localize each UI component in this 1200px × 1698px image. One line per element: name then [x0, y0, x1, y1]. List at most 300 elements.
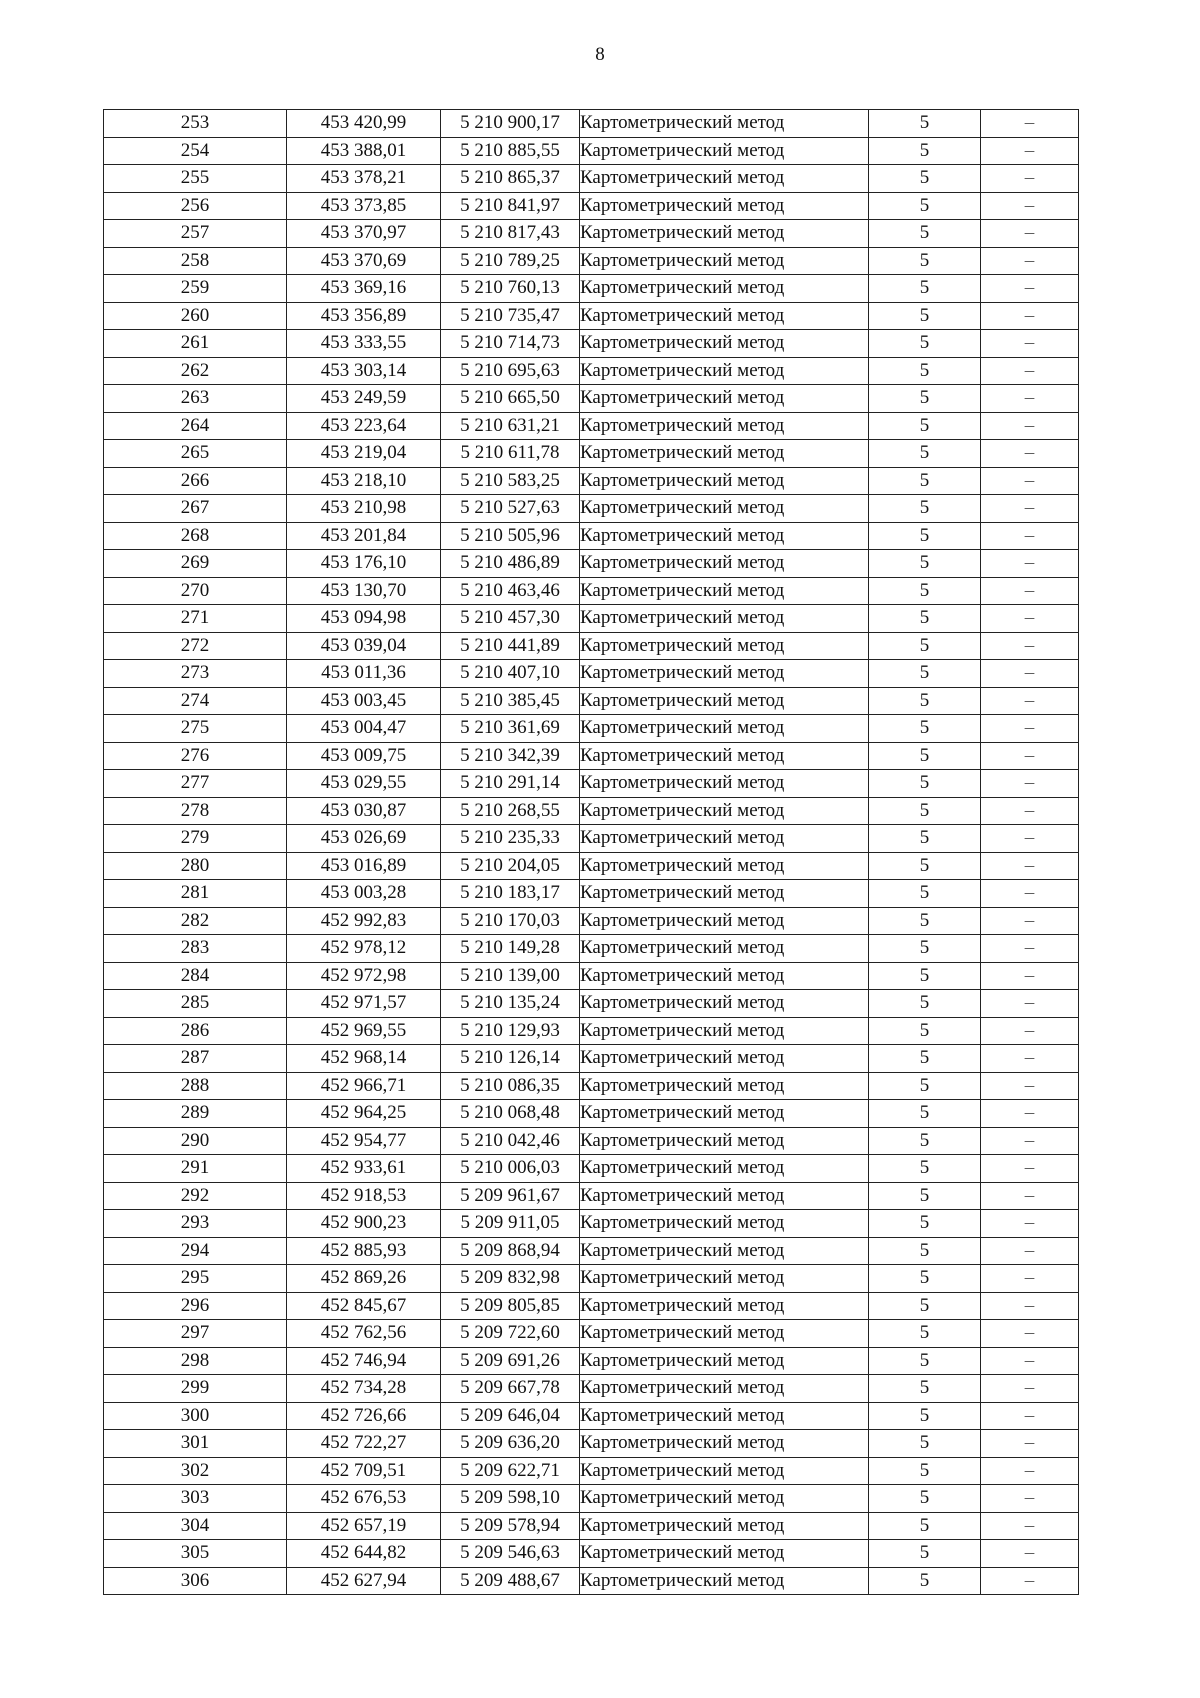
accuracy-cell: 5 — [869, 907, 981, 935]
x-coordinate-cell: 453 219,04 — [287, 440, 441, 468]
note-cell: – — [981, 880, 1079, 908]
note-cell: – — [981, 797, 1079, 825]
accuracy-cell: 5 — [869, 1320, 981, 1348]
method-cell: Картометрический метод — [580, 1182, 869, 1210]
y-coordinate-cell: 5 209 911,05 — [441, 1210, 580, 1238]
point-number-cell: 305 — [104, 1540, 287, 1568]
accuracy-cell: 5 — [869, 385, 981, 413]
accuracy-cell: 5 — [869, 1237, 981, 1265]
note-cell: – — [981, 935, 1079, 963]
accuracy-cell: 5 — [869, 165, 981, 193]
method-cell: Картометрический метод — [580, 1017, 869, 1045]
table-row — [104, 385, 1079, 413]
method-cell: Картометрический метод — [580, 357, 869, 385]
x-coordinate-cell: 453 004,47 — [287, 715, 441, 743]
method-cell: Картометрический метод — [580, 522, 869, 550]
note-cell: – — [981, 1265, 1079, 1293]
point-number-cell: 274 — [104, 687, 287, 715]
y-coordinate-cell: 5 209 546,63 — [441, 1540, 580, 1568]
y-coordinate-cell: 5 210 865,37 — [441, 165, 580, 193]
accuracy-cell: 5 — [869, 1182, 981, 1210]
note-cell: – — [981, 1292, 1079, 1320]
y-coordinate-cell: 5 210 789,25 — [441, 247, 580, 275]
y-coordinate-cell: 5 210 204,05 — [441, 852, 580, 880]
note-cell: – — [981, 1155, 1079, 1183]
method-cell: Картометрический метод — [580, 302, 869, 330]
table-row — [104, 1100, 1079, 1128]
method-cell: Картометрический метод — [580, 165, 869, 193]
y-coordinate-cell: 5 210 900,17 — [441, 110, 580, 138]
accuracy-cell: 5 — [869, 522, 981, 550]
method-cell: Картометрический метод — [580, 1320, 869, 1348]
table-row — [104, 302, 1079, 330]
y-coordinate-cell: 5 210 457,30 — [441, 605, 580, 633]
method-cell: Картометрический метод — [580, 385, 869, 413]
note-cell: – — [981, 247, 1079, 275]
table-row — [104, 797, 1079, 825]
point-number-cell: 304 — [104, 1512, 287, 1540]
y-coordinate-cell: 5 209 488,67 — [441, 1567, 580, 1595]
x-coordinate-cell: 453 030,87 — [287, 797, 441, 825]
x-coordinate-cell: 453 029,55 — [287, 770, 441, 798]
method-cell: Картометрический метод — [580, 1457, 869, 1485]
y-coordinate-cell: 5 209 805,85 — [441, 1292, 580, 1320]
point-number-cell: 280 — [104, 852, 287, 880]
y-coordinate-cell: 5 209 646,04 — [441, 1402, 580, 1430]
method-cell: Картометрический метод — [580, 742, 869, 770]
accuracy-cell: 5 — [869, 880, 981, 908]
note-cell: – — [981, 467, 1079, 495]
note-cell: – — [981, 1182, 1079, 1210]
x-coordinate-cell: 453 373,85 — [287, 192, 441, 220]
x-coordinate-cell: 453 039,04 — [287, 632, 441, 660]
accuracy-cell: 5 — [869, 110, 981, 138]
accuracy-cell: 5 — [869, 1485, 981, 1513]
accuracy-cell: 5 — [869, 962, 981, 990]
method-cell: Картометрический метод — [580, 1292, 869, 1320]
x-coordinate-cell: 452 627,94 — [287, 1567, 441, 1595]
table-row — [104, 1430, 1079, 1458]
table-row — [104, 1127, 1079, 1155]
note-cell: – — [981, 687, 1079, 715]
table-row — [104, 1265, 1079, 1293]
point-number-cell: 297 — [104, 1320, 287, 1348]
y-coordinate-cell: 5 210 361,69 — [441, 715, 580, 743]
y-coordinate-cell: 5 210 068,48 — [441, 1100, 580, 1128]
table-row — [104, 825, 1079, 853]
accuracy-cell: 5 — [869, 302, 981, 330]
point-number-cell: 262 — [104, 357, 287, 385]
table-row — [104, 357, 1079, 385]
table-row — [104, 1210, 1079, 1238]
point-number-cell: 278 — [104, 797, 287, 825]
table-row — [104, 522, 1079, 550]
method-cell: Картометрический метод — [580, 1430, 869, 1458]
point-number-cell: 269 — [104, 550, 287, 578]
point-number-cell: 301 — [104, 1430, 287, 1458]
accuracy-cell: 5 — [869, 742, 981, 770]
x-coordinate-cell: 452 722,27 — [287, 1430, 441, 1458]
x-coordinate-cell: 452 845,67 — [287, 1292, 441, 1320]
x-coordinate-cell: 452 992,83 — [287, 907, 441, 935]
x-coordinate-cell: 452 762,56 — [287, 1320, 441, 1348]
table-row — [104, 962, 1079, 990]
method-cell: Картометрический метод — [580, 1045, 869, 1073]
y-coordinate-cell: 5 210 463,46 — [441, 577, 580, 605]
method-cell: Картометрический метод — [580, 687, 869, 715]
table-row — [104, 1320, 1079, 1348]
y-coordinate-cell: 5 209 961,67 — [441, 1182, 580, 1210]
note-cell: – — [981, 660, 1079, 688]
table-row — [104, 137, 1079, 165]
point-number-cell: 264 — [104, 412, 287, 440]
accuracy-cell: 5 — [869, 137, 981, 165]
note-cell: – — [981, 357, 1079, 385]
coordinates-table — [103, 109, 1079, 1595]
note-cell: – — [981, 632, 1079, 660]
method-cell: Картометрический метод — [580, 192, 869, 220]
y-coordinate-cell: 5 210 170,03 — [441, 907, 580, 935]
x-coordinate-cell: 453 026,69 — [287, 825, 441, 853]
method-cell: Картометрический метод — [580, 275, 869, 303]
accuracy-cell: 5 — [869, 192, 981, 220]
method-cell: Картометрический метод — [580, 550, 869, 578]
table-row — [104, 1457, 1079, 1485]
y-coordinate-cell: 5 210 139,00 — [441, 962, 580, 990]
note-cell: – — [981, 137, 1079, 165]
note-cell: – — [981, 1457, 1079, 1485]
accuracy-cell: 5 — [869, 440, 981, 468]
accuracy-cell: 5 — [869, 1127, 981, 1155]
x-coordinate-cell: 453 333,55 — [287, 330, 441, 358]
accuracy-cell: 5 — [869, 797, 981, 825]
point-number-cell: 306 — [104, 1567, 287, 1595]
table-row — [104, 935, 1079, 963]
table-row — [104, 220, 1079, 248]
x-coordinate-cell: 452 869,26 — [287, 1265, 441, 1293]
note-cell: – — [981, 1017, 1079, 1045]
y-coordinate-cell: 5 209 691,26 — [441, 1347, 580, 1375]
point-number-cell: 270 — [104, 577, 287, 605]
y-coordinate-cell: 5 210 126,14 — [441, 1045, 580, 1073]
note-cell: – — [981, 495, 1079, 523]
note-cell: – — [981, 1540, 1079, 1568]
x-coordinate-cell: 452 657,19 — [287, 1512, 441, 1540]
point-number-cell: 257 — [104, 220, 287, 248]
y-coordinate-cell: 5 210 505,96 — [441, 522, 580, 550]
method-cell: Картометрический метод — [580, 880, 869, 908]
y-coordinate-cell: 5 210 129,93 — [441, 1017, 580, 1045]
x-coordinate-cell: 453 370,69 — [287, 247, 441, 275]
y-coordinate-cell: 5 210 695,63 — [441, 357, 580, 385]
point-number-cell: 258 — [104, 247, 287, 275]
x-coordinate-cell: 452 746,94 — [287, 1347, 441, 1375]
point-number-cell: 302 — [104, 1457, 287, 1485]
table-row — [104, 467, 1079, 495]
method-cell: Картометрический метод — [580, 1512, 869, 1540]
y-coordinate-cell: 5 210 486,89 — [441, 550, 580, 578]
accuracy-cell: 5 — [869, 467, 981, 495]
x-coordinate-cell: 452 968,14 — [287, 1045, 441, 1073]
point-number-cell: 272 — [104, 632, 287, 660]
y-coordinate-cell: 5 209 622,71 — [441, 1457, 580, 1485]
accuracy-cell: 5 — [869, 495, 981, 523]
note-cell: – — [981, 1100, 1079, 1128]
x-coordinate-cell: 452 972,98 — [287, 962, 441, 990]
y-coordinate-cell: 5 210 441,89 — [441, 632, 580, 660]
method-cell: Картометрический метод — [580, 577, 869, 605]
accuracy-cell: 5 — [869, 1567, 981, 1595]
point-number-cell: 292 — [104, 1182, 287, 1210]
table-row — [104, 632, 1079, 660]
table-row — [104, 852, 1079, 880]
point-number-cell: 277 — [104, 770, 287, 798]
accuracy-cell: 5 — [869, 935, 981, 963]
y-coordinate-cell: 5 210 042,46 — [441, 1127, 580, 1155]
note-cell: – — [981, 1347, 1079, 1375]
point-number-cell: 296 — [104, 1292, 287, 1320]
y-coordinate-cell: 5 209 832,98 — [441, 1265, 580, 1293]
point-number-cell: 260 — [104, 302, 287, 330]
x-coordinate-cell: 453 176,10 — [287, 550, 441, 578]
accuracy-cell: 5 — [869, 1265, 981, 1293]
table-row — [104, 1567, 1079, 1595]
accuracy-cell: 5 — [869, 852, 981, 880]
method-cell: Картометрический метод — [580, 330, 869, 358]
point-number-cell: 299 — [104, 1375, 287, 1403]
table-row — [104, 1155, 1079, 1183]
method-cell: Картометрический метод — [580, 825, 869, 853]
method-cell: Картометрический метод — [580, 495, 869, 523]
method-cell: Картометрический метод — [580, 1375, 869, 1403]
method-cell: Картометрический метод — [580, 1237, 869, 1265]
point-number-cell: 287 — [104, 1045, 287, 1073]
method-cell: Картометрический метод — [580, 1072, 869, 1100]
method-cell: Картометрический метод — [580, 1127, 869, 1155]
accuracy-cell: 5 — [869, 577, 981, 605]
note-cell: – — [981, 742, 1079, 770]
method-cell: Картометрический метод — [580, 1210, 869, 1238]
method-cell: Картометрический метод — [580, 660, 869, 688]
y-coordinate-cell: 5 210 342,39 — [441, 742, 580, 770]
point-number-cell: 281 — [104, 880, 287, 908]
y-coordinate-cell: 5 210 583,25 — [441, 467, 580, 495]
x-coordinate-cell: 453 420,99 — [287, 110, 441, 138]
note-cell: – — [981, 1127, 1079, 1155]
x-coordinate-cell: 453 201,84 — [287, 522, 441, 550]
point-number-cell: 256 — [104, 192, 287, 220]
note-cell: – — [981, 715, 1079, 743]
method-cell: Картометрический метод — [580, 935, 869, 963]
x-coordinate-cell: 453 011,36 — [287, 660, 441, 688]
y-coordinate-cell: 5 210 885,55 — [441, 137, 580, 165]
point-number-cell: 273 — [104, 660, 287, 688]
accuracy-cell: 5 — [869, 330, 981, 358]
y-coordinate-cell: 5 210 631,21 — [441, 412, 580, 440]
note-cell: – — [981, 1485, 1079, 1513]
y-coordinate-cell: 5 210 149,28 — [441, 935, 580, 963]
method-cell: Картометрический метод — [580, 412, 869, 440]
table-row — [104, 440, 1079, 468]
point-number-cell: 259 — [104, 275, 287, 303]
x-coordinate-cell: 453 009,75 — [287, 742, 441, 770]
table-row — [104, 1485, 1079, 1513]
y-coordinate-cell: 5 210 407,10 — [441, 660, 580, 688]
method-cell: Картометрический метод — [580, 440, 869, 468]
note-cell: – — [981, 522, 1079, 550]
method-cell: Картометрический метод — [580, 770, 869, 798]
table-row — [104, 330, 1079, 358]
table-row — [104, 577, 1079, 605]
accuracy-cell: 5 — [869, 1100, 981, 1128]
method-cell: Картометрический метод — [580, 715, 869, 743]
x-coordinate-cell: 453 378,21 — [287, 165, 441, 193]
x-coordinate-cell: 452 933,61 — [287, 1155, 441, 1183]
point-number-cell: 279 — [104, 825, 287, 853]
y-coordinate-cell: 5 210 235,33 — [441, 825, 580, 853]
method-cell: Картометрический метод — [580, 1347, 869, 1375]
note-cell: – — [981, 302, 1079, 330]
table-row — [104, 687, 1079, 715]
point-number-cell: 276 — [104, 742, 287, 770]
note-cell: – — [981, 1567, 1079, 1595]
table-row — [104, 660, 1079, 688]
note-cell: – — [981, 990, 1079, 1018]
table-row — [104, 1512, 1079, 1540]
x-coordinate-cell: 452 918,53 — [287, 1182, 441, 1210]
y-coordinate-cell: 5 210 841,97 — [441, 192, 580, 220]
note-cell: – — [981, 605, 1079, 633]
note-cell: – — [981, 440, 1079, 468]
point-number-cell: 290 — [104, 1127, 287, 1155]
method-cell: Картометрический метод — [580, 1265, 869, 1293]
point-number-cell: 268 — [104, 522, 287, 550]
point-number-cell: 261 — [104, 330, 287, 358]
table-row — [104, 1402, 1079, 1430]
point-number-cell: 254 — [104, 137, 287, 165]
point-number-cell: 263 — [104, 385, 287, 413]
accuracy-cell: 5 — [869, 412, 981, 440]
x-coordinate-cell: 453 370,97 — [287, 220, 441, 248]
x-coordinate-cell: 452 726,66 — [287, 1402, 441, 1430]
y-coordinate-cell: 5 209 598,10 — [441, 1485, 580, 1513]
table-row — [104, 990, 1079, 1018]
accuracy-cell: 5 — [869, 1045, 981, 1073]
x-coordinate-cell: 452 676,53 — [287, 1485, 441, 1513]
method-cell: Картометрический метод — [580, 632, 869, 660]
y-coordinate-cell: 5 209 636,20 — [441, 1430, 580, 1458]
accuracy-cell: 5 — [869, 357, 981, 385]
note-cell: – — [981, 1402, 1079, 1430]
table-row — [104, 715, 1079, 743]
accuracy-cell: 5 — [869, 715, 981, 743]
x-coordinate-cell: 453 130,70 — [287, 577, 441, 605]
x-coordinate-cell: 452 644,82 — [287, 1540, 441, 1568]
accuracy-cell: 5 — [869, 1292, 981, 1320]
note-cell: – — [981, 110, 1079, 138]
y-coordinate-cell: 5 209 722,60 — [441, 1320, 580, 1348]
note-cell: – — [981, 1430, 1079, 1458]
note-cell: – — [981, 1072, 1079, 1100]
point-number-cell: 255 — [104, 165, 287, 193]
x-coordinate-cell: 452 966,71 — [287, 1072, 441, 1100]
point-number-cell: 289 — [104, 1100, 287, 1128]
point-number-cell: 294 — [104, 1237, 287, 1265]
accuracy-cell: 5 — [869, 1347, 981, 1375]
table-row — [104, 247, 1079, 275]
x-coordinate-cell: 453 003,28 — [287, 880, 441, 908]
accuracy-cell: 5 — [869, 1375, 981, 1403]
table-row — [104, 605, 1079, 633]
point-number-cell: 265 — [104, 440, 287, 468]
table-row — [104, 1182, 1079, 1210]
method-cell: Картометрический метод — [580, 110, 869, 138]
x-coordinate-cell: 452 954,77 — [287, 1127, 441, 1155]
coordinates-table-body — [104, 110, 1079, 1595]
method-cell: Картометрический метод — [580, 247, 869, 275]
x-coordinate-cell: 452 964,25 — [287, 1100, 441, 1128]
point-number-cell: 271 — [104, 605, 287, 633]
y-coordinate-cell: 5 210 086,35 — [441, 1072, 580, 1100]
accuracy-cell: 5 — [869, 1457, 981, 1485]
table-row — [104, 550, 1079, 578]
x-coordinate-cell: 453 016,89 — [287, 852, 441, 880]
y-coordinate-cell: 5 210 611,78 — [441, 440, 580, 468]
point-number-cell: 275 — [104, 715, 287, 743]
y-coordinate-cell: 5 210 268,55 — [441, 797, 580, 825]
point-number-cell: 266 — [104, 467, 287, 495]
accuracy-cell: 5 — [869, 1072, 981, 1100]
accuracy-cell: 5 — [869, 1540, 981, 1568]
table-row — [104, 275, 1079, 303]
method-cell: Картометрический метод — [580, 1485, 869, 1513]
x-coordinate-cell: 453 003,45 — [287, 687, 441, 715]
x-coordinate-cell: 453 223,64 — [287, 412, 441, 440]
method-cell: Картометрический метод — [580, 852, 869, 880]
method-cell: Картометрический метод — [580, 467, 869, 495]
point-number-cell: 303 — [104, 1485, 287, 1513]
method-cell: Картометрический метод — [580, 1567, 869, 1595]
note-cell: – — [981, 1210, 1079, 1238]
x-coordinate-cell: 453 210,98 — [287, 495, 441, 523]
note-cell: – — [981, 1045, 1079, 1073]
note-cell: – — [981, 220, 1079, 248]
x-coordinate-cell: 452 969,55 — [287, 1017, 441, 1045]
table-row — [104, 192, 1079, 220]
x-coordinate-cell: 452 971,57 — [287, 990, 441, 1018]
x-coordinate-cell: 453 388,01 — [287, 137, 441, 165]
note-cell: – — [981, 577, 1079, 605]
y-coordinate-cell: 5 210 385,45 — [441, 687, 580, 715]
note-cell: – — [981, 330, 1079, 358]
note-cell: – — [981, 907, 1079, 935]
x-coordinate-cell: 452 734,28 — [287, 1375, 441, 1403]
y-coordinate-cell: 5 210 817,43 — [441, 220, 580, 248]
y-coordinate-cell: 5 210 291,14 — [441, 770, 580, 798]
method-cell: Картометрический метод — [580, 962, 869, 990]
accuracy-cell: 5 — [869, 1512, 981, 1540]
note-cell: – — [981, 825, 1079, 853]
y-coordinate-cell: 5 210 527,63 — [441, 495, 580, 523]
table-row — [104, 1045, 1079, 1073]
x-coordinate-cell: 452 900,23 — [287, 1210, 441, 1238]
point-number-cell: 298 — [104, 1347, 287, 1375]
table-row — [104, 1375, 1079, 1403]
accuracy-cell: 5 — [869, 1017, 981, 1045]
x-coordinate-cell: 453 356,89 — [287, 302, 441, 330]
table-row — [104, 880, 1079, 908]
method-cell: Картометрический метод — [580, 907, 869, 935]
